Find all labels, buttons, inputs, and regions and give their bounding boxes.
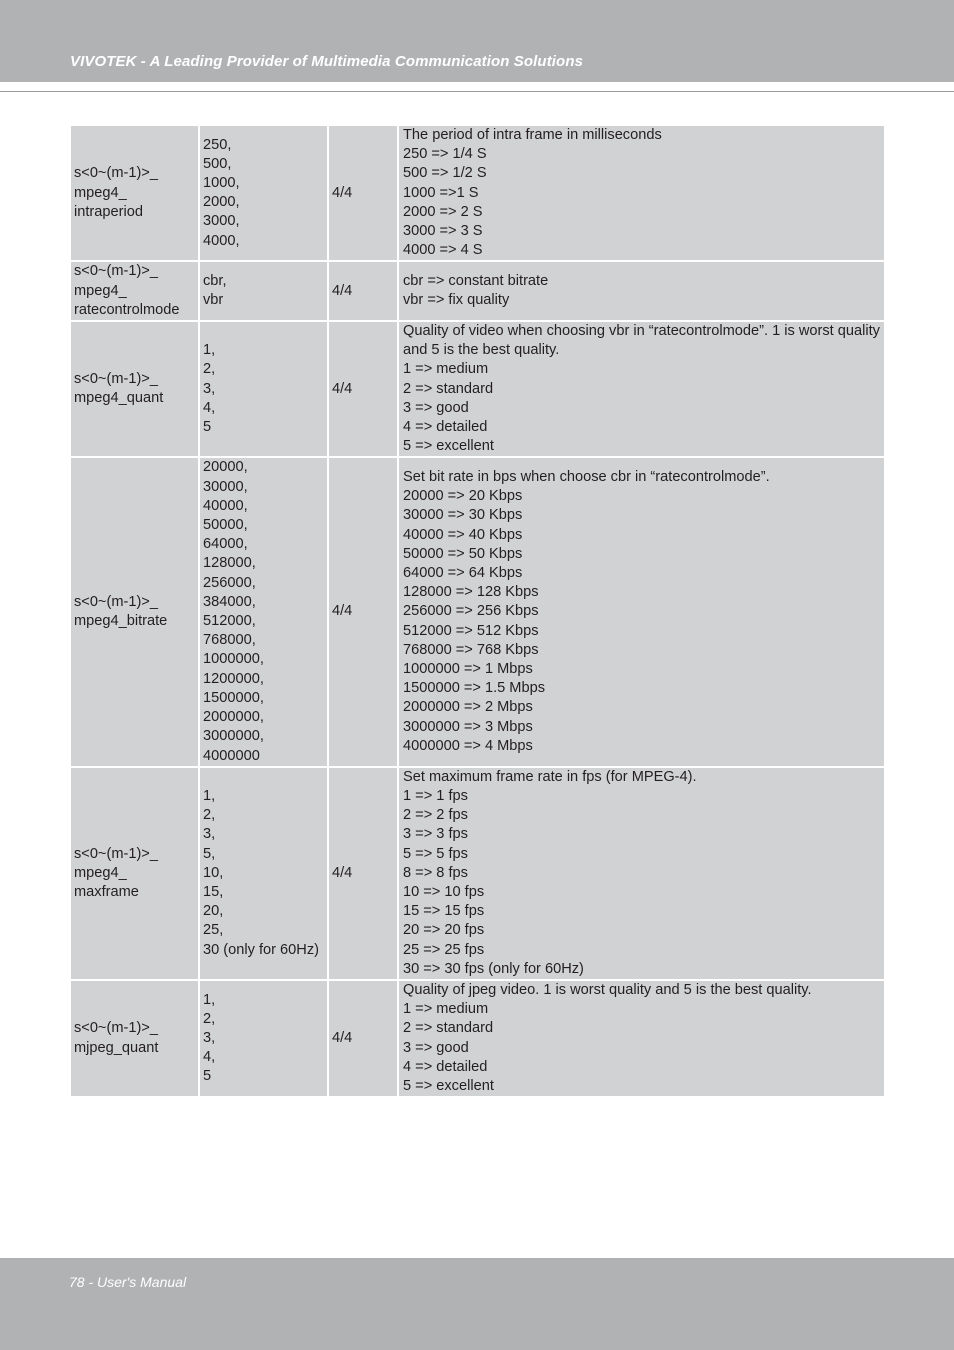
parameter-name: s<0~(m-1)>_ mpeg4_bitrate bbox=[70, 457, 199, 766]
table-row bbox=[70, 321, 885, 457]
page-header bbox=[0, 0, 954, 82]
table-row bbox=[70, 980, 885, 1097]
parameter-values: 1, 2, 3, 4, 5 bbox=[199, 980, 328, 1097]
parameter-name: s<0~(m-1)>_ mjpeg_quant bbox=[70, 980, 199, 1097]
parameter-values: cbr, vbr bbox=[199, 261, 328, 321]
security-level: 4/4 bbox=[328, 980, 398, 1097]
parameter-name: s<0~(m-1)>_ mpeg4_ ratecontrolmode bbox=[70, 261, 199, 321]
header-divider bbox=[0, 91, 954, 92]
parameter-description: Quality of video when choosing vbr in “ratecontrolmode”. 1 is worst quality and 5 is the best quality. 1 => medium 2 => standard 3 => good 4 => detailed 5 => excellent bbox=[398, 321, 885, 457]
parameter-name: s<0~(m-1)>_ mpeg4_quant bbox=[70, 321, 199, 457]
parameter-description: Quality of jpeg video. 1 is worst quality and 5 is the best quality. 1 => medium 2 => standard 3 => good 4 => detailed 5 => excellent bbox=[398, 980, 885, 1097]
parameter-values: 20000, 30000, 40000, 50000, 64000, 128000, 256000, 384000, 512000, 768000, 1000000, 1200000, 1500000, 2000000, 3000000, 4000000 bbox=[199, 457, 328, 766]
parameter-name: s<0~(m-1)>_ mpeg4_ maxframe bbox=[70, 767, 199, 980]
parameter-description: Set bit rate in bps when choose cbr in “ratecontrolmode”. 20000 => 20 Kbps 30000 => 30 Kbps 40000 => 40 Kbps 50000 => 50 Kbps 64000 => 64 Kbps 128000 => 128 Kbps 256000 => 256 Kbps 512000 => 512 Kbps 768000 => 768 Kbps 1000000 => 1 Mbps 1500000 => 1.5 Mbps 2000000 => 2 Mbps 3000000 => 3 Mbps 4000000 => 4 Mbps bbox=[398, 457, 885, 766]
parameter-values: 1, 2, 3, 5, 10, 15, 20, 25, 30 (only for 60Hz) bbox=[199, 767, 328, 980]
security-level: 4/4 bbox=[328, 125, 398, 261]
table-row bbox=[70, 767, 885, 980]
page-footer bbox=[0, 1258, 954, 1350]
parameter-table bbox=[69, 124, 886, 1098]
security-level: 4/4 bbox=[328, 321, 398, 457]
security-level: 4/4 bbox=[328, 261, 398, 321]
table-row bbox=[70, 261, 885, 321]
parameter-name: s<0~(m-1)>_ mpeg4_ intraperiod bbox=[70, 125, 199, 261]
parameter-values: 250, 500, 1000, 2000, 3000, 4000, bbox=[199, 125, 328, 261]
parameter-description: Set maximum frame rate in fps (for MPEG-4). 1 => 1 fps 2 => 2 fps 3 => 3 fps 5 => 5 fps 8 => 8 fps 10 => 10 fps 15 => 15 fps 20 => 20 fps 25 => 25 fps 30 => 30 fps (only for 60Hz) bbox=[398, 767, 885, 980]
header-title: VIVOTEK - A Leading Provider of Multimedia Communication Solutions bbox=[70, 53, 584, 70]
parameter-description: cbr => constant bitrate vbr => fix quality bbox=[398, 261, 885, 321]
page-number: 78 - User's Manual bbox=[69, 1274, 187, 1290]
security-level: 4/4 bbox=[328, 457, 398, 766]
security-level: 4/4 bbox=[328, 767, 398, 980]
table-row bbox=[70, 125, 885, 261]
table-row bbox=[70, 457, 885, 766]
parameter-description: The period of intra frame in milliseconds 250 => 1/4 S 500 => 1/2 S 1000 =>1 S 2000 => 2 S 3000 => 3 S 4000 => 4 S bbox=[398, 125, 885, 261]
parameter-values: 1, 2, 3, 4, 5 bbox=[199, 321, 328, 457]
